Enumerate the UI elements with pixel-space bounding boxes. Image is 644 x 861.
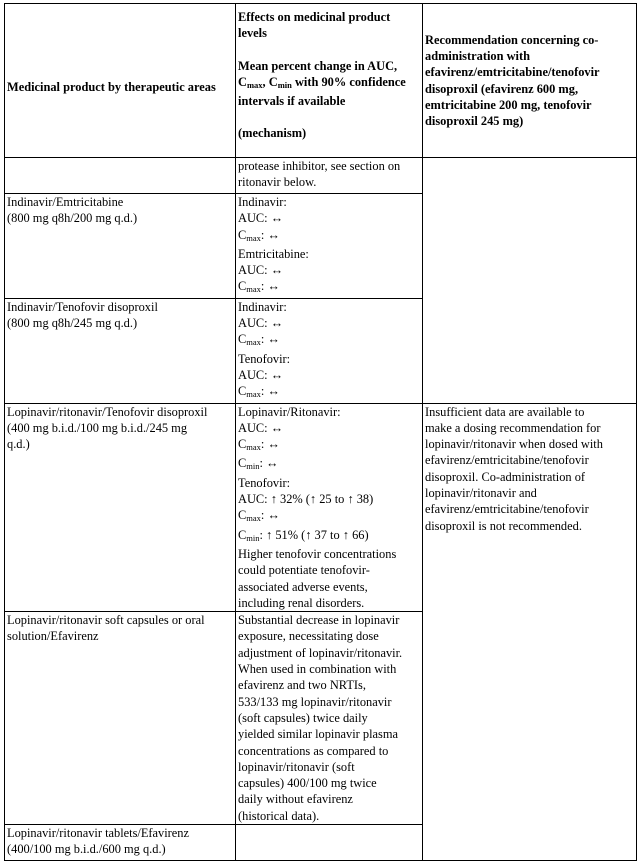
row3-drug: Lopinavir/ritonavir/Tenofovir disoproxil xyxy=(7,404,208,419)
row4-effect: daily without efavirenz xyxy=(238,792,353,807)
header-row xyxy=(5,4,637,158)
row3-col3 xyxy=(423,403,637,860)
row4-effect: 533/133 mg lopinavir/ritonavir xyxy=(238,694,392,709)
row4-effect: (soft capsules) twice daily xyxy=(238,710,368,725)
row4-col1 xyxy=(5,612,236,825)
row3-effect: could potentiate tenofovir- xyxy=(238,563,370,578)
table-row xyxy=(5,158,637,194)
row4-effect: exposure, necessitating dose xyxy=(238,629,379,644)
row1-dose: (800 mg q8h/200 mg q.d.) xyxy=(7,211,138,226)
row2-col2 xyxy=(236,298,423,403)
row4-drug: Lopinavir/ritonavir soft capsules or oral xyxy=(7,613,205,628)
recommendation-line: lopinavir/ritonavir and xyxy=(425,486,537,501)
header-col1-text: Medicinal product by therapeutic areas xyxy=(7,80,216,95)
row3-effect: $C_{max}$: ↔ xyxy=(238,437,280,453)
header-recommendation xyxy=(423,4,637,158)
row0-col1 xyxy=(5,158,236,194)
recommendation-line: efavirenz/emtricitabine/tenofovir xyxy=(425,453,589,468)
row4-col2 xyxy=(236,612,423,825)
row3-effect: $C_{max}$: ↔ xyxy=(238,508,280,524)
row5-dose: (400/100 mg b.i.d./600 mg q.d.) xyxy=(7,842,166,857)
header-col2-line3: with 90% confidence intervals if available xyxy=(238,74,406,109)
row2-drug: Indinavir/Tenofovir disoproxil xyxy=(7,299,158,314)
recommendation-line: make a dosing recommendation for xyxy=(425,420,601,435)
table-row xyxy=(5,403,637,612)
row1-col1 xyxy=(5,194,236,299)
row3-effect: including renal disorders. xyxy=(238,595,365,610)
header-medicinal-product xyxy=(5,4,236,158)
row3-effect: AUC: ↔ xyxy=(238,420,284,435)
header-cmin: C xyxy=(268,74,278,89)
row4-effect: Substantial decrease in lopinavir xyxy=(238,613,400,628)
row4-effect: (historical data). xyxy=(238,808,320,823)
row3-effect: Tenofovir: xyxy=(238,475,291,490)
row1-drug: Indinavir/Emtricitabine xyxy=(7,195,124,209)
row3-effect: AUC: ↑ 32% (↑ 25 to ↑ 38) xyxy=(238,492,374,507)
row1-effect: Indinavir: xyxy=(238,195,287,209)
row4-effect: adjustment of lopinavir/ritonavir. xyxy=(238,645,403,660)
row4-effect: When used in combination with xyxy=(238,662,397,677)
row3-effect: $C_{min}$: ↔ xyxy=(238,456,279,472)
header-mechanism: (mechanism) xyxy=(238,126,307,141)
row2-effect: $C_{max}$: ↔ xyxy=(238,384,280,400)
row4-effect: lopinavir/ritonavir (soft xyxy=(238,759,355,774)
row2-dose: (800 mg q8h/245 mg q.d.) xyxy=(7,316,138,331)
row3-effect: $C_{min}$: ↑ 51% (↑ 37 to ↑ 66) xyxy=(238,527,369,543)
row1-col2 xyxy=(236,194,423,299)
row2-effect: Tenofovir: xyxy=(238,351,291,366)
row2-effect: AUC: ↔ xyxy=(238,367,284,382)
header-col3-text: Recommendation concerning co-administration with efavirenz/emtricitabine/tenofovir disoproxil (efavirenz 600 mg, emtricitabine 200 mg, tenofovir disoproxil 245 mg) xyxy=(425,32,600,129)
row3-effect: Higher tenofovir concentrations xyxy=(238,546,397,561)
row2-col1 xyxy=(5,298,236,403)
row1-effect: AUC: ↔ xyxy=(238,263,284,278)
recommendation-line: disoproxil is not recommended. xyxy=(425,518,582,533)
row3-effect: Lopinavir/Ritonavir: xyxy=(238,404,341,419)
row3-effect: associated adverse events, xyxy=(238,579,368,594)
header-comma: , xyxy=(262,74,269,89)
row4-effect: yielded similar lopinavir plasma xyxy=(238,727,399,742)
row0-col2-line: ritonavir below. xyxy=(238,175,317,190)
recommendation-line: lopinavir/ritonavir when dosed with xyxy=(425,437,603,452)
row4-effect: concentrations as compared to xyxy=(238,743,389,758)
row4-effect: capsules) 400/100 mg twice xyxy=(238,776,377,791)
header-col2-line2: Mean percent change in AUC, xyxy=(238,58,398,73)
row2-effect: $C_{max}$: ↔ xyxy=(238,332,280,348)
row0-col2-line: protease inhibitor, see section on xyxy=(238,159,401,173)
row3-col2 xyxy=(236,403,423,612)
row3-dose: (400 mg b.i.d./100 mg b.i.d./245 mg xyxy=(7,420,188,435)
row4-effect: efavirenz and two NRTIs, xyxy=(238,678,366,693)
row5-col2 xyxy=(236,824,423,860)
row5-drug: Lopinavir/ritonavir tablets/Efavirenz xyxy=(7,825,190,840)
row1-effect: $C_{max}$: ↔ xyxy=(238,279,280,295)
header-cmax-sub: max xyxy=(246,79,263,90)
recommendation-line: disoproxil. Co-administration of xyxy=(425,469,586,484)
row3-dose: q.d.) xyxy=(7,437,30,452)
row0-col3 xyxy=(423,158,637,404)
header-cmax: C xyxy=(238,74,247,89)
row1-effect: AUC: ↔ xyxy=(238,211,284,226)
row3-col1 xyxy=(5,403,236,612)
row2-effect: Indinavir: xyxy=(238,299,287,314)
row4-drug: solution/Efavirenz xyxy=(7,629,99,644)
recommendation-line: Insufficient data are available to xyxy=(425,404,585,419)
row1-effect: Emtricitabine: xyxy=(238,246,309,261)
row0-col2 xyxy=(236,158,423,194)
row2-effect: AUC: ↔ xyxy=(238,316,284,331)
recommendation-line: efavirenz/emtricitabine/tenofovir xyxy=(425,502,589,517)
header-effects xyxy=(236,4,423,158)
header-cmin-sub: min xyxy=(277,79,292,90)
interaction-table xyxy=(4,3,637,861)
header-col2-change xyxy=(238,58,420,110)
header-col2-line1: Effects on medicinal product levels xyxy=(238,10,391,41)
row1-effect: $C_{max}$: ↔ xyxy=(238,227,280,243)
row5-col1 xyxy=(5,824,236,860)
